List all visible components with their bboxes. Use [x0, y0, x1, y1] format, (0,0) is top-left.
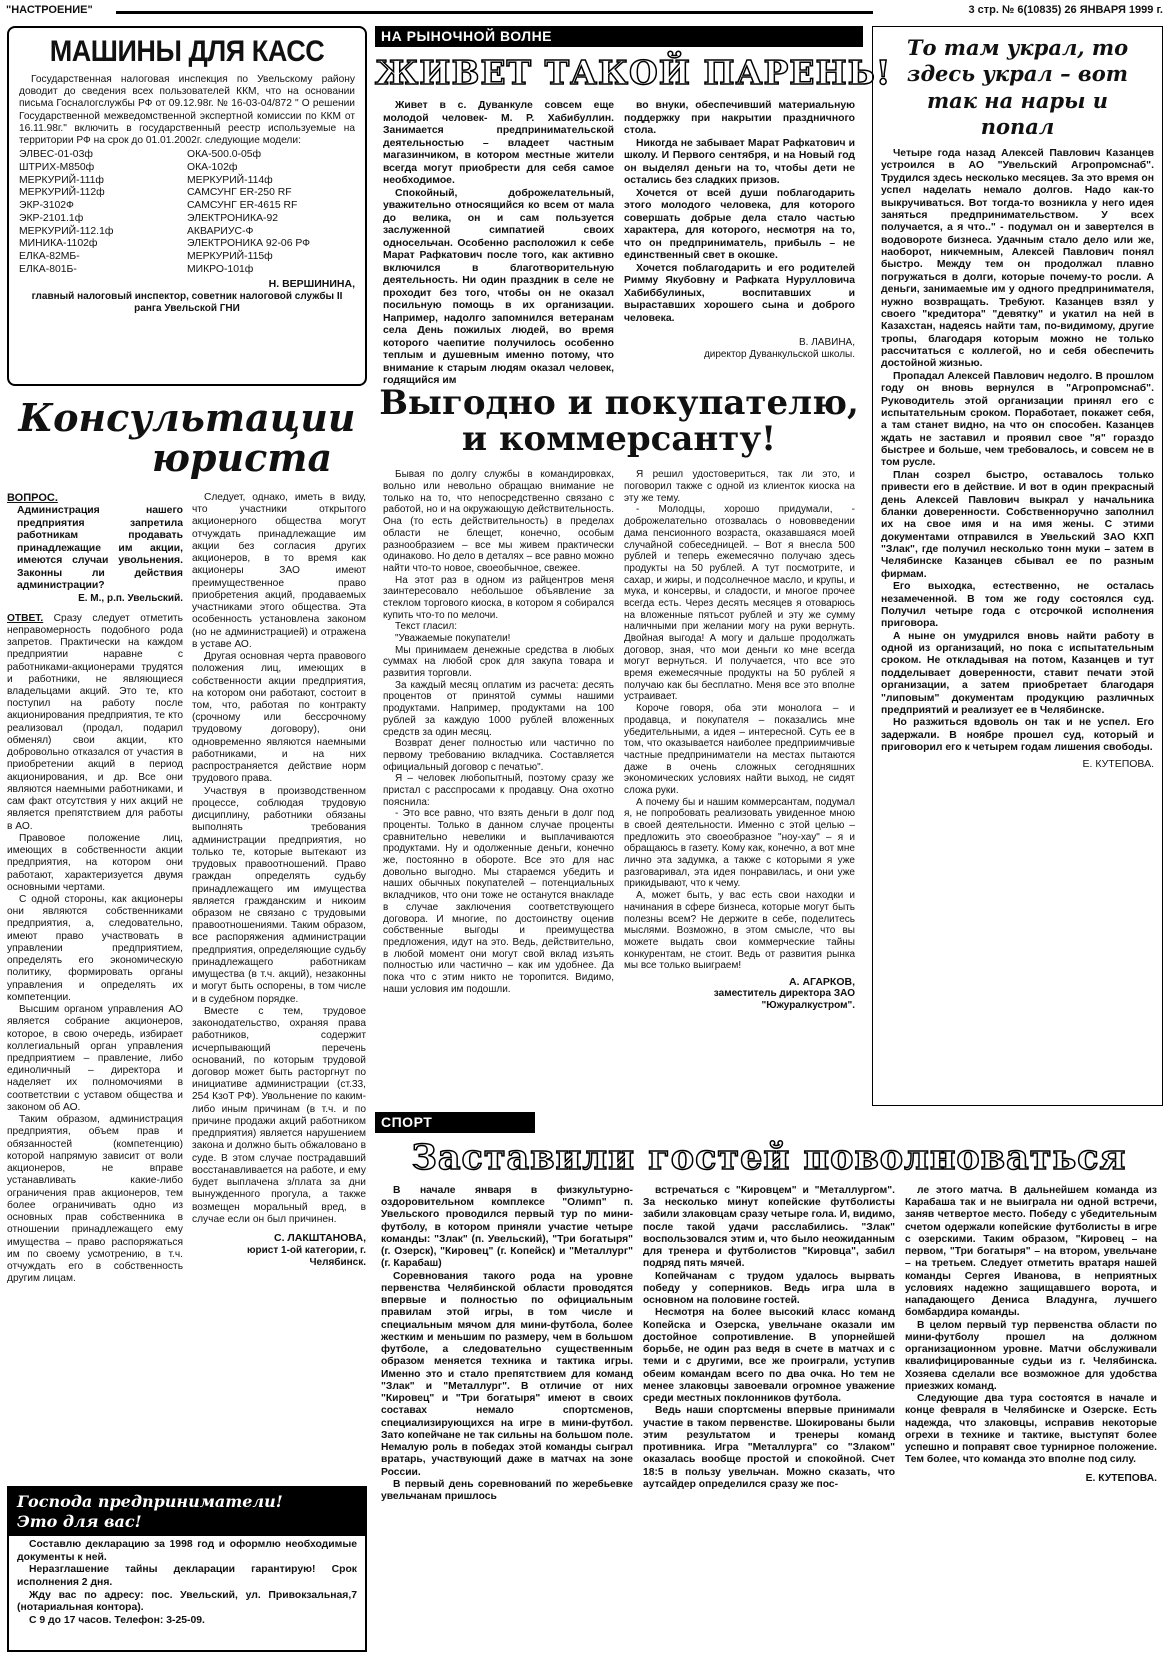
paragraph: Копейчанам с трудом удалось вырвать победу у соперников. Ведь игра шла в основном на половине гостей.	[643, 1270, 895, 1307]
lawyer-signature-role: юрист 1-ой категории, г. Челябинск.	[246, 1244, 366, 1268]
paragraph: Никогда не забывает Марат Рафкатович и школу. И Первого сентября, и на Новый год он выделял деньги на то, чтобы дети не остались без сладких призов.	[624, 137, 855, 187]
sport-article	[375, 1112, 1163, 1652]
benefit-signature-name: А. АГАРКОВ,	[789, 975, 855, 988]
paragraph: В начале января в физкультурно-оздоровительном комплексе "Олимп" п. Увельского проводился первый тур по мини-футболу, в котором приняли участие четыре команды: "Злак" (п. Увельский), "Три богатыря" (г. Озерск), "Кировец" (г. Копейск) и "Металлург" (г. Карабаш)	[381, 1184, 633, 1270]
kkm-model: ЕЛКА-801Б-	[19, 263, 77, 275]
kkm-model: ОКА-102ф	[187, 162, 238, 174]
market-body	[375, 100, 863, 387]
market-col2	[624, 100, 855, 387]
benefit-title-line2: и коммерсанту!	[461, 418, 777, 459]
header-rule	[116, 11, 873, 14]
sport-signature: Е. КУТЕПОВА.	[1085, 1472, 1157, 1484]
kkm-models	[19, 149, 355, 276]
ad-line: С 9 до 17 часов. Телефон: 3-25-09.	[29, 1615, 205, 1627]
paragraph: во внуки, обеспечивший материальную поддержку при накрытии праздничного стола.	[624, 100, 855, 137]
ad-title-line2: Это для вас!	[17, 1512, 142, 1531]
crime-article	[872, 26, 1163, 1106]
paragraph: Участвуя в производственном процессе, соблюдая трудовую дисциплину, работники обязаны выполнять требования администрации предприятия, но только те, которые вытекают из трудовых правоотношений. Право граждан определять судьбу принадлежащего им имущества является гражданским и никоим образом не связано с трудовыми правоотношениями. Таким образом, все распоряжения администрации предприятия, определяющие судьбу принадлежащего работникам имущества (в т.ч. акций), незаконны и могут быть оспорены, в том числе и в судебном порядке.	[192, 785, 366, 1005]
market-signature-name: В. ЛАВИНА,	[799, 337, 855, 349]
paragraph: План созрел быстро, оставалось только привести его в действие. И вот в один прекрасный день Алексей Павлович выкрал у начальника бланки доверенности. Собственноручно заполнил их на свое имя и на имя жены. С этими документами отправился в Увельский ЗАО КХП "Злак", где получил несколько тонн муки – затем в Челябинске Казанцев сбывал ее по разным фирмам.	[881, 469, 1154, 580]
paragraph: - Это все равно, что взять деньги в долг под проценты. Только в данном случае проценты сравнительно невелики и выплачиваются продуктами. Ну и одолженные деньги, конечно же, постоянно в обороте. Все это для нас довольно выгодно. Мы стараемся убедить и наших обычных покупателей – потенциальных вкладчиков, что они тоже не останутся внакладе в случае заключения соответствующего договора. И многие, по достоинству оценив собственные выгоды и преимущества предложения, идут на это. Ведь, действительно, в любой момент они могут свой вклад изъять полностью или частично – как им удобнее. Да пока что с этим никто не торопится. Видимо, наши условия им подошли.	[383, 808, 614, 995]
kkm-model: ЭЛВЕС-01-03ф	[19, 149, 93, 161]
paragraph: ле этого матча. В дальнейшем команда из Карабаша так и не выиграла ни одной встречи, заняв четвертое место. Победу с убедительным счетом одержали копейские футболисты в игре с озерскими. Таким образом, "Кировец – на первом, "Три богатыря" – на втором, увельчане – на третьем. Следует отметить вратаря нашей команды Сергея Иванова, в неприятных условиях надежно защищавшего ворота, и нападающего Дениса Владунга, лучшего бомбардира команды.	[905, 1184, 1157, 1319]
kkm-model: МЕРКУРИЙ-111ф	[19, 174, 104, 186]
lawyer-title-line2: юриста	[151, 434, 333, 480]
crime-body	[881, 148, 1154, 754]
sport-body	[375, 1185, 1163, 1504]
paragraph: Другая основная черта правового положения лиц, имеющих в собственности акции предприятия, на котором они работают, состоит в том, что, работая по контракту (срочному или бессрочному трудовому договору), они одновременно являются наемными работниками, и на них распространяется действие норм трудового права.	[192, 651, 366, 785]
paragraph: Спокойный, доброжелательный, уважительно относящийся ко всем от мала до велика, он и сам пользуется заслуженной симпатией своих односельчан. Особенно расположил к себе Марат Рафкатович после того, как активно включился в благотворительную деятельность. Ни один праздник в селе не проходит без того, чтобы он не оказал посильную помощь в их организации. Например, надолго запомнился ветеранам села День пожилых людей, во время которого чаепитие получилось особенно теплым и душевным именно потому, что внимание к старым людям оказал человек, годящийся им	[383, 187, 614, 387]
paragraph: Вместе с тем, трудовое законодательство, охраняя права работников, содержит исчерпывающий перечень оснований, по которым трудовой договор может быть расторгнут по инициативе администрации (ст.33, 254 КзоТ РФ). Увольнение по каким-либо иным причинам (в т.ч. и по причине продажи акций работником предприятия) является нарушением закона и должно быть обжаловано в суде. В этом случае пострадавший восстанавливается на работе, и ему будет выплачена з/плата за дни вынужденного прогула, а также возмещен моральный вред, в случае если он был причинен.	[192, 1005, 366, 1225]
paragraph: встречаться с "Кировцем" и "Металлургом". За несколько минут копейские футболисты забили злаковцам сразу четыре гола. И, видимо, после такой удачи расслабились. "Злак" воспользовался этим и, что было неожиданным для тренера и футболистов "Кировца", забил подряд пять мячей.	[643, 1184, 895, 1270]
benefit-body	[375, 469, 863, 1011]
lawyer-col1	[7, 492, 183, 1482]
paragraph: Возврат денег полностью или частично по первому требованию вкладчика. Составляется официальный договор с печатью".	[383, 738, 614, 773]
question-author: Е. М., р.п. Увельский.	[78, 592, 183, 604]
paragraph: Хочется от всей души поблагодарить этого молодого человека, для которого совершать добрые дела стало частью характера, для которого, несмотря на то, что он предприниматель, прибыль – не единственный свет в окошке.	[624, 187, 855, 262]
paragraph: Следующие два тура состоятся в начале и конце февраля в Челябинске и Озерске. Есть надежда, что злаковцы, исправив некоторые огрехи в технике и тактике, выступят более успешно и поправят свое турнирное положение. Тем более, что команда это вполне под силу.	[905, 1393, 1157, 1466]
lawyer-signature-name: С. ЛАКШТАНОВА,	[274, 1232, 366, 1245]
ad-title	[9, 1488, 365, 1536]
market-signature-role: директор Дуванкульской школы.	[703, 349, 855, 361]
paragraph: Таким образом, администрация предприятия, объем прав и обязанностей (компетенцию) которой напрямую зависит от воли акционеров, не вправе устанавливать какие-либо ограничения прав акционеров, тем более ограничивать одно из основных прав собственника в отношении принадлежащего ему имущества – право распоряжаться им по своему усмотрению, в т.ч. отчуждать его в собственность другим лицам.	[7, 1114, 183, 1285]
paragraph: Короче говоря, оба эти монолога – и продавца, и покупателя – показались мне убедительными, а идея – интересной. Суть ее в том, что оказывается наиболее предприимчивые частные предприниматели на местах пытаются даже в очень сложных сегодняшних экономических условиях найти выход, не сидят сложа руки.	[624, 703, 855, 796]
answer-label: ОТВЕТ.	[7, 612, 44, 624]
paragraph: А, может быть, у вас есть свои находки и начинания в сфере бизнеса, которые могут быть полезны всем? Не держите в себе, поделитесь мыслями. Возможно, в этом смысле, что вы можете выдать свои коммерческие тайны конкурентам, не стоит. Ведь от развития рынка мы все только выиграем!	[624, 890, 855, 972]
kkm-model: ШТРИХ-М850ф	[19, 162, 95, 174]
lawyer-col2	[192, 492, 366, 1482]
kkm-model: МЕРКУРИЙ-114ф	[187, 174, 273, 186]
kkm-article	[7, 26, 367, 386]
kkm-model: ЭКР-3102Ф	[19, 200, 74, 212]
sport-rubric: СПОРТ	[375, 1112, 535, 1133]
paragraph: В целом первый тур первенства области по мини-футболу прошел на должном организационном уровне. Матчи обслуживали квалифицированные судьи из г. Челябинска. Хозяева сделали все возможное для удобства приезжих команд.	[905, 1319, 1157, 1392]
paragraph: Пропадал Алексей Павлович недолго. В прошлом году он вновь вернулся в "Агропромснаб". Руководитель этой организации принял его с испытательным сроком. Поработает, покажет себя, а там станет видно, на что он способен. Казанцев ждать не заставил и проявил свое "я" гораздо быстрее и больше, чем требовалось, и совсем не в том русле.	[881, 370, 1154, 469]
paragraph: За каждый месяц оплатим из расчета: десять процентов от принятой суммы нашими продуктами. Например, продуктами на 100 рублей за каждую 1000 рублей вложенных средств за один месяц.	[383, 679, 614, 738]
benefit-col1	[383, 469, 614, 1011]
paragraph: Высшим органом управления АО является собрание акционеров, которое, в свою очередь, избирает коллегиальный орган управления предприятием – правление, либо единоличный – директора и наделяет их полномочиями в соответствии с уставом общества и законом об АО.	[7, 1004, 183, 1113]
ad-line: Неразглашение тайны декларации гарантирую! Срок исполнения 2 дня.	[17, 1564, 357, 1589]
sport-col1	[381, 1185, 633, 1504]
newspaper-name: "НАСТРОЕНИЕ"	[6, 4, 93, 16]
lawyer-col1-paras	[7, 833, 183, 1286]
kkm-model: ЭЛЕКТРОНИКА 92-06 РФ	[187, 238, 311, 250]
benefit-col2	[624, 469, 855, 1011]
paragraph: Но разжиться вдоволь он так и не успел. Его задержали. В ноябре прошел суд, который и приговорил его к четырем годам лишения свободы.	[881, 717, 1154, 753]
sport-title: Заставили гостей поволноваться	[411, 1136, 1127, 1178]
paragraph: Правовое положение лиц, имеющих в собственности акции предприятия, на котором они работают, характеризуется двумя основными чертами.	[7, 832, 183, 893]
paragraph: Следует, однако, иметь в виду, что участники открытого акционерного общества могут отчуждать принадлежащие им акции без согласия других акционеров, в то время как акционеры ЗАО имеют преимущественное право приобретения акций, продаваемых участниками этого общества. Эта особенность установлена законом (но не администрацией) и отражена в уставе АО.	[192, 492, 366, 650]
page-header	[6, 4, 1163, 20]
paragraph: "Уважаемые покупатели!	[395, 633, 511, 644]
kkm-model: МЕРКУРИЙ-112.1ф	[19, 225, 114, 237]
benefit-title-line1: Выгодно и покупателю,	[379, 383, 859, 423]
paragraph: Текст гласил:	[395, 621, 457, 633]
paragraph: С одной стороны, как акционеры они являются собственниками предприятия, а, следовательно, имеют право участвовать в управлении предприятием, определять его экономическую политику, формировать органы управления и определять их компетенции.	[7, 893, 183, 1003]
paragraph: Мы принимаем денежные средства в любых суммах на любой срок для закупа товара и развития торговли.	[383, 644, 614, 680]
paragraph: В первый день соревнований по жеребьевке увельчанам пришлось	[381, 1478, 633, 1503]
kkm-model: ЕЛКА-82МБ-	[19, 250, 80, 262]
market-title: ЖИВЕТ ТАКОЙ ПАРЕНЬ!	[375, 52, 892, 92]
kkm-model: АКВАРИУС-Ф	[187, 225, 254, 237]
ad-title-line1: Господа предприниматели!	[17, 1492, 283, 1511]
paragraph: А ныне он умудрился вновь найти работу в одной из организаций, но пока с испытательным сроком. Не откладывая на потом, Казанцев и тут подделывает доверенности, ставит печати этой организации, а затем приобретает благодаря "липовым" документам продукцию различных предприятий и реализует ее в Челябинске.	[881, 630, 1154, 716]
paragraph: Хочется поблагодарить и его родителей Римму Якубовну и Рафката Нурулловича Хабиббулиных, воспитавших и выраставших хорошего сына и доброго человека.	[624, 262, 855, 324]
ad-line: Составлю декларацию за 1998 год и оформлю необходимые документы к ней.	[17, 1539, 357, 1563]
ad-line: Жду вас по адресу: пос. Увельский, ул. Привокзальная,7 (нотариальная контора).	[17, 1589, 357, 1614]
sport-col2	[643, 1185, 895, 1504]
crime-title: То там украл, то здесь украл – вот так на нары и попал	[906, 35, 1129, 139]
ad-lines	[9, 1536, 365, 1631]
paragraph: А почему бы и нашим коммерсантам, подумал я, не попробовать реализовать увиденное мною в своей деятельности. Именно с этой целью – предложить это своеобразное "ноу-хау" – я и обращаюсь в газету. Кому как, конечно, а вот мне лично эта задумка, а также с которыми я уже разговаривал, эта идея понравилась, и они уже прикидывают, что к чему.	[624, 796, 855, 890]
lawyer-title	[7, 395, 367, 480]
market-article	[375, 26, 892, 387]
answer-first	[7, 613, 183, 833]
kkm-model: САМСУНГ ER-250 RF	[187, 187, 292, 199]
kkm-model: МЕРКУРИЙ-112ф	[19, 187, 105, 199]
kkm-signature-role: главный налоговый инспектор, советник налоговой службы II ранга Увельской ГНИ	[31, 290, 343, 314]
paragraph: Его выходка, естественно, не осталась незамеченной. В том же году состоялся суд. Получил четыре года с отсрочкой исполнения приговора.	[881, 581, 1154, 630]
crime-signature: Е. КУТЕПОВА.	[1082, 758, 1154, 771]
benefit-article	[375, 383, 863, 1106]
kkm-model: ЭКР-2101.1ф	[19, 212, 84, 224]
paragraph: Несмотря на более высокий класс команд Копейска и Озерска, увельчане оказали им достойное сопротивление. В упорнейшей борьбе, не один раз ведя в счете в матчах и с теми и с другими, все же проиграли, уступив обеим командам всего по два очка. Но тем не менее злаковцы завоевали огромное уважение среди местных поклонников футбола.	[643, 1307, 895, 1405]
paragraph: На этот раз в одном из райцентров меня заинтересовало небольшое объявление за стеклом торгового киоска, в котором я собирался купить что-то по мелочи.	[383, 574, 614, 621]
paragraph: Четыре года назад Алексей Павлович Казанцев устроился в АО "Увельский Агропромснаб". Трудился здесь несколько месяцев. За это время он успел наделать немало долгов. Надо как-то выкручиваться. Вот тогда-то возникла у него идея заняться предпринимательством. У всех получается, а я что.." - подумал он и завертелся в водовороте бизнеса. Удачным стало дело или же, наоборот, никчемным, Алексей Павлович понял быстро. Между тем он продолжал плавно погружаться в долги, которые почему-то росли. А деньги, занимаемые им у одного предпринимателя, нужно возвращать. Требуют. Казанцев взял у своего "кредитора" "девятку" и укатил на ней в Казахстан, надеясь найти там, по-видимому, другие тропы, благодаря которым можно не только рассчитаться с коллегой, но и себя обеспечить достойной жизнью.	[881, 148, 1154, 370]
paragraph: Я решил удостовериться, так ли это, и поговорил также с одной из клиенток киоска на эту же тему.	[624, 469, 855, 504]
paragraph: - Молодцы, хорошо придумали, - доброжелательно отозвалась о нововведении дама пенсионного возраста, оказавшаяся моей случайной собеседницей. – Вот я внесла 500 рублей и теперь ежемесячно получаю здесь продукты на 50 рублей. А тут посмотрите, и сахар, и жиры, и подсолнечное масло, и крупы, и мука, и консервы, и сладости, и многое прочее всегда есть. Через десять месяцев я отоварюсь на вложенные пятьсот рублей и эту же сумму наличными при желании могу на руки вернуть. Двойная выгода! А могу и дальше продолжать договор, зная, что мои деньги ко мне всегда могут вернуться. И получается, что все это время ежемесячные продукты на 50 рублей я получаю как бы бесплатно. Меня все это вполне устраивает.	[624, 504, 855, 703]
market-rubric: НА РЫНОЧНОЙ ВОЛНЕ	[375, 26, 863, 47]
benefit-signature-role: заместитель директора ЗАО "Южуралкустром".	[713, 988, 855, 1011]
benefit-title	[375, 383, 863, 459]
answer-text: Сразу следует отметить неправомерность подобного рода запретов. Практически на каждом предприятии наравне с работниками-акционерами трудятся и работники, не являющиеся владельцами акций. Это те, кто поступил на работу после акционирования предприятия, те кто реализовал (продал, подарил обменял) свои акции, кто добровольно отказался от участия в приобретении акций в период акционирования, и др. Все они являются наемными работниками, и сам факт отсутствия у них акций не является препятствием для работы в АО.	[7, 612, 183, 832]
kkm-model: САМСУНГ ER-4615 RF	[187, 200, 298, 212]
sport-col3-wrap	[905, 1185, 1157, 1504]
benefit-col2-paras	[624, 469, 855, 972]
market-col1	[383, 100, 614, 387]
lawyer-col2-paras	[192, 492, 366, 1226]
kkm-intro: Государственная налоговая инспекция по Увельскому району доводит до сведения всех пользователей ККМ, что на основании письма Госналогслужбы РФ от 09.12.98г. № 16-03-04/872 " О решении Государственной межведомственной экспертной комиссии по ККМ от 16.11.98г." включить в государственный реестр используемые на территории РФ на срок до 01.01.2002г. следующие модели:	[19, 74, 355, 147]
kkm-models-left	[19, 149, 187, 276]
kkm-model: ОКА-500.0-05ф	[187, 149, 262, 161]
kkm-model: ЭЛЕКТРОНИКА-92	[187, 212, 279, 224]
kkm-signature-name: Н. ВЕРШИНИНА,	[268, 278, 355, 291]
sport-col3	[905, 1185, 1157, 1467]
kkm-models-right	[187, 149, 355, 276]
paragraph: Соревнования такого рода на уровне первенства Челябинской области проводятся впервые и полностью по официальным правилам этой игры, в том числе и специальным мячом для мини-футбола, более жестким и меньшим по размеру, чем в большом футболе, а следовательно существенным образом меняется техника и тактика игры. Именно это и стало препятствием для команд "Злак" и "Металлург". В отличие от них "Кировец" и "Три богатыря" имеют в своих составах немало спортсменов, специализирующихся на игре в мини-футбол. Зато копейчане не так сильны на большом поле. Немалую роль в победах этой команды сыграл вратарь, участвующий даже в матчах на зоне России.	[381, 1270, 633, 1478]
paragraph: Я – человек любопытный, поэтому сразу же пристал с расспросами к продавцу. Она охотно пояснила:	[383, 773, 614, 808]
ad-box	[7, 1486, 367, 1652]
market-col2-paras	[624, 100, 855, 325]
kkm-title: МАШИНЫ ДЛЯ КАСС	[49, 35, 325, 68]
paragraph: Ведь наши спортсмены впервые принимали участие в таком первенстве. Шокированы были этим результатом и тренеры команд противника. Игра "Металлурга" со "Злаком" оказалась вообще простой и спокойной. Счет 18:5 в пользу увельчан. Можно сказать, что аутсайдер определился сразу же пос-	[643, 1405, 895, 1490]
kkm-model: МЕРКУРИЙ-115ф	[187, 250, 273, 262]
lawyer-title-line1: Консультации	[18, 395, 356, 440]
issue-info: 3 стр. № 6(10835) 26 ЯНВАРЯ 1999 г.	[968, 4, 1163, 16]
question-text: Администрация нашего предприятия запретила работникам продавать принадлежащие им акции, имеются случаи увольнения. Законны ли действия администрации?	[17, 505, 183, 592]
question-label: ВОПРОС.	[7, 492, 58, 504]
kkm-model: МИКРО-101ф	[187, 263, 254, 275]
paragraph: Бывая по долгу службы в командировках, вольно или невольно обращаю внимание не только на то, что непосредственно связано с работой, но и на окружающую действительность. Она (то есть действительность) в пределах области не блещет, конечно, особым разнообразием – все мы живем практически одинаково. Но дело в деталях – все равно можно найти что-то новое, своеобычное, свежее.	[383, 469, 614, 574]
kkm-model: МИНИКА-1102ф	[19, 238, 98, 250]
paragraph: Живет в с. Дуванкуле совсем еще молодой человек- М. Р. Хабибуллин. Занимается предпринимательской деятельностью – владеет частным магазинчиком, в котором местные жители всегда могут приобрести для себя самое необходимое.	[383, 100, 614, 187]
